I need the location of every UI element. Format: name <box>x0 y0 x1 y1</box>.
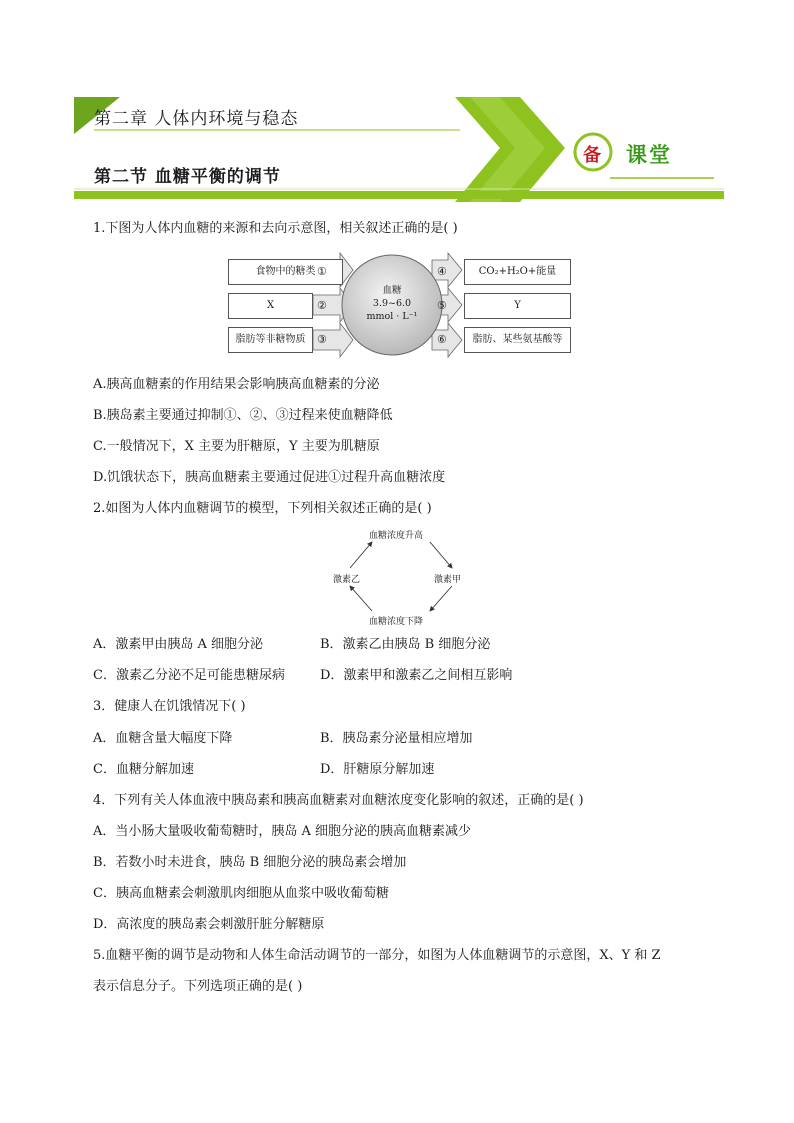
num-1: ① <box>317 265 327 278</box>
q2-stem: 2.如图为人体内血糖调节的模型，下列相关叙述正确的是( ) <box>93 501 432 516</box>
logo-text: 课堂 <box>626 143 672 167</box>
q4-option-b: B．若数小时未进食，胰岛 B 细胞分泌的胰岛素会增加 <box>93 855 407 870</box>
num-3: ③ <box>317 333 327 346</box>
q1-option-a: A.胰高血糖素的作用结果会影响胰高血糖素的分泌 <box>93 377 380 392</box>
cycle-top-label: 血糖浓度升高 <box>369 531 424 541</box>
cycle-bottom-label: 血糖浓度下降 <box>369 617 424 627</box>
num-4: ④ <box>437 265 447 278</box>
q1-option-b: B.胰岛素主要通过抑制①、②、③过程来使血糖降低 <box>93 408 393 423</box>
q2-option-d: D．激素甲和激素乙之间相互影响 <box>320 668 513 683</box>
header-bottom-bar <box>74 191 724 199</box>
q4-option-c: C．胰高血糖素会刺激肌肉细胞从血浆中吸收葡萄糖 <box>93 886 389 901</box>
num-2: ② <box>317 299 327 312</box>
q4-stem: 4．下列有关人体血液中胰岛素和胰高血糖素对血糖浓度变化影响的叙述，正确的是( ) <box>93 793 584 808</box>
q3-option-c: C．血糖分解加速 <box>93 762 194 777</box>
q1-option-c: C.一般情况下，X 主要为肝糖原，Y 主要为肌糖原 <box>93 439 380 454</box>
section-title: 第二节 血糖平衡的调节 <box>94 167 281 187</box>
sink-box-y: Y <box>464 293 571 319</box>
num-5: ⑤ <box>437 299 447 312</box>
cycle-right-label: 激素甲 <box>434 575 462 585</box>
q3-option-b: B．胰岛素分泌量相应增加 <box>320 731 473 746</box>
num-6: ⑥ <box>437 333 447 346</box>
logo-character: 备 <box>583 145 601 166</box>
source-box-food: 食物中的糖类 <box>228 259 343 285</box>
sink-box-energy: CO₂+H₂O+能量 <box>464 259 571 285</box>
q2-option-c: C．激素乙分泌不足可能患糖尿病 <box>93 668 285 683</box>
q5-stem-line1: 5.血糖平衡的调节是动物和人体生命活动调节的一部分，如图为人体血糖调节的示意图，X、Y 和 Z <box>93 948 661 963</box>
q4-option-d: D．高浓度的胰岛素会刺激肝脏分解糖原 <box>93 917 325 932</box>
circle-label: 血糖 3.9~6.0 mmol · L⁻¹ <box>366 285 418 322</box>
q4-option-a: A．当小肠大量吸收葡萄糖时，胰岛 A 细胞分泌的胰高血糖素减少 <box>93 824 472 839</box>
q1-stem: 1.下图为人体内血糖的来源和去向示意图，相关叙述正确的是( ) <box>93 221 458 236</box>
source-box-nonsugar: 脂肪等非糖物质 <box>228 327 313 353</box>
sink-box-fat: 脂肪、某些氨基酸等 <box>464 327 571 353</box>
q3-stem: 3．健康人在饥饿情况下( ) <box>93 699 246 714</box>
q5-stem-line2: 表示信息分子。下列选项正确的是( ) <box>93 979 303 994</box>
cycle-left-label: 激素乙 <box>333 575 361 585</box>
q1-option-d: D.饥饿状态下，胰高血糖素主要通过促进①过程升高血糖浓度 <box>93 470 446 485</box>
q3-option-a: A．血糖含量大幅度下降 <box>93 731 233 746</box>
q2-option-b: B．激素乙由胰岛 B 细胞分泌 <box>320 637 491 652</box>
source-box-x: X <box>228 293 313 319</box>
q2-option-a: A．激素甲由胰岛 A 细胞分泌 <box>93 637 264 652</box>
q3-option-d: D．肝糖原分解加速 <box>320 762 435 777</box>
chapter-title: 第二章 人体内环境与稳态 <box>94 109 299 129</box>
